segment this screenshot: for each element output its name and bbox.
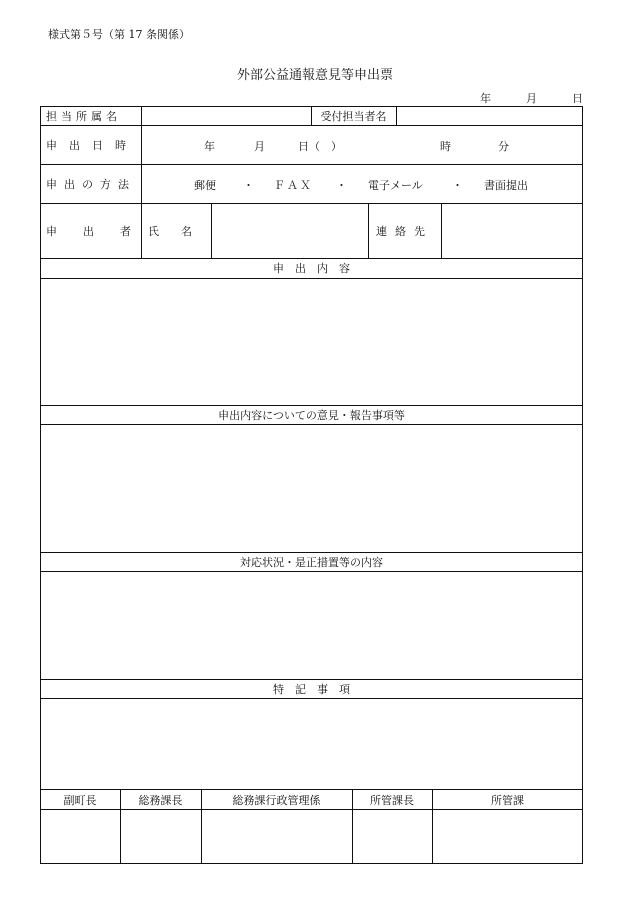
- applicant-label-cell: [40, 203, 157, 258]
- header-month-label: 月: [526, 92, 537, 105]
- header-day-label: 日: [572, 92, 583, 105]
- method-label: 申出の方法: [46, 177, 136, 191]
- form-number: 様式第５号（第 17 条関係）: [48, 28, 190, 41]
- content-section-heading: 申 出 内 容: [273, 262, 350, 275]
- header-year-label: 年: [480, 92, 491, 105]
- name-label-cell: [142, 203, 214, 258]
- name-field[interactable]: [212, 203, 368, 258]
- datetime-label: 申出日時: [46, 138, 138, 152]
- department-label: 担当所属名: [46, 109, 121, 123]
- department-field[interactable]: [142, 106, 311, 125]
- approval-stamp-cell[interactable]: [202, 810, 352, 863]
- receiver-label: 受付担当者名: [320, 109, 387, 123]
- method-separator: ・: [452, 179, 463, 192]
- opinion-section-heading: 申出内容についての意見・報告事項等: [218, 408, 405, 422]
- method-option-document[interactable]: 書面提出: [484, 179, 528, 192]
- method-label-cell: [40, 164, 141, 203]
- department-label-cell: [40, 106, 141, 125]
- contact-label: 連絡先: [376, 224, 433, 238]
- opinion-textarea[interactable]: [41, 425, 582, 552]
- method-separator: ・: [243, 179, 254, 192]
- applicant-label: 申出者: [46, 224, 157, 238]
- datetime-day-label: 日（ ）: [298, 140, 342, 153]
- method-option-mail[interactable]: 郵便: [194, 179, 216, 192]
- approval-header-dept: 所管課: [491, 793, 524, 807]
- approval-header-vice-mayor: 副町長: [63, 793, 97, 807]
- approval-stamp-cell[interactable]: [121, 810, 201, 863]
- datetime-minute-label: 分: [498, 140, 509, 153]
- contact-field[interactable]: [442, 203, 583, 258]
- approval-header-admin-section: 総務課行政管理係: [232, 793, 321, 807]
- approval-stamp-cell[interactable]: [353, 810, 432, 863]
- notes-textarea[interactable]: [41, 699, 582, 789]
- approval-header-general-affairs-chief: 総務課長: [138, 793, 183, 807]
- receiver-field[interactable]: [397, 106, 583, 125]
- method-option-email[interactable]: 電子メール: [368, 179, 423, 192]
- datetime-label-cell: [40, 125, 141, 164]
- datetime-month-label: 月: [254, 140, 265, 153]
- form-title: 外部公益通報意見等申出票: [236, 68, 393, 83]
- response-section-heading: 対応状況・是正措置等の内容: [240, 555, 383, 569]
- datetime-hour-label: 時: [440, 140, 451, 153]
- method-option-fax[interactable]: ＦＡＸ: [274, 179, 313, 192]
- notes-section-heading: 特 記 事 項: [273, 682, 350, 696]
- approval-header-dept-chief: 所管課長: [370, 793, 414, 807]
- content-textarea[interactable]: [41, 279, 582, 405]
- method-separator: ・: [336, 179, 347, 192]
- approval-stamp-cell[interactable]: [433, 810, 582, 863]
- approval-stamp-cell[interactable]: [41, 810, 120, 863]
- name-label: 氏名: [148, 224, 214, 238]
- datetime-year-label: 年: [204, 140, 215, 153]
- response-textarea[interactable]: [41, 572, 582, 679]
